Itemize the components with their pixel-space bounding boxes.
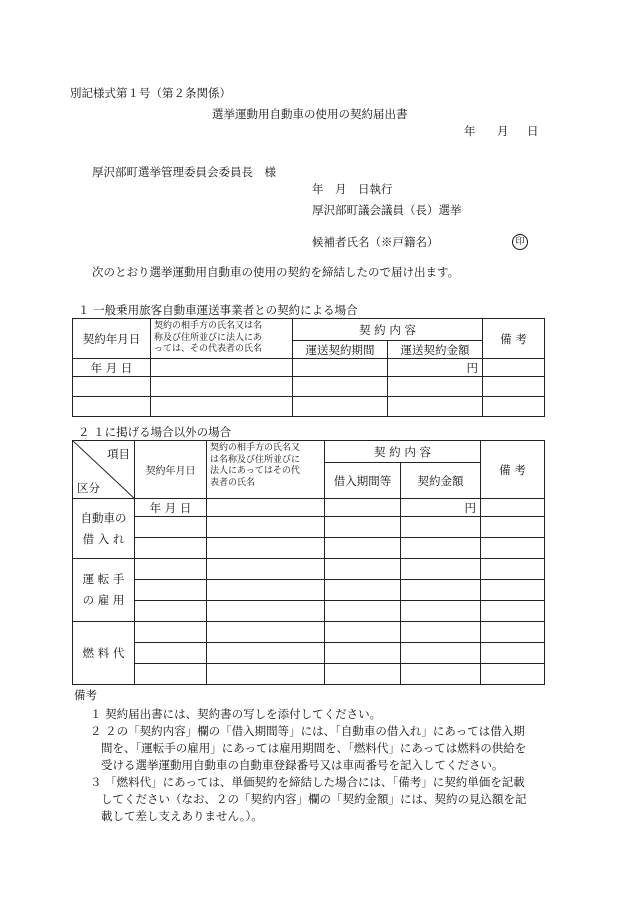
s2-cell[interactable]	[135, 517, 207, 538]
note-2-line1: ２ ２の「契約内容」欄の「借入期間等」には、「自動車の借入れ」にあっては借入期	[90, 724, 525, 738]
s2-cell[interactable]	[481, 580, 545, 601]
s2-cell[interactable]	[401, 559, 481, 580]
s2-cell[interactable]	[325, 622, 401, 643]
s2-cell[interactable]	[207, 538, 325, 559]
s1-row-date[interactable]: 年 月 日	[73, 359, 151, 377]
table-row	[73, 643, 545, 664]
s2-cell[interactable]	[481, 538, 545, 559]
table-row	[73, 359, 545, 377]
note-2-line3: 受ける選挙運動用自動車の自動車登録番号又は車両番号を記入してください。	[101, 758, 504, 772]
s2-cell[interactable]	[207, 622, 325, 643]
note-1: １ 契約届出書には、契約書の写しを添付してください。	[90, 707, 382, 721]
table-row	[73, 601, 545, 622]
s1-col-remarks: 備 考	[483, 319, 545, 359]
election-name: 厚沢部町議会議員（長）選挙	[312, 203, 462, 217]
s2-cell[interactable]	[325, 559, 401, 580]
table-row	[73, 664, 545, 685]
s2-col-party: 契約の相手方の氏名又 は名称及び住所並びに 法人にあってはその代 表者の氏名	[207, 441, 325, 499]
document-title: 選挙運動用自動車の使用の契約届出書	[212, 107, 408, 121]
s2-cell[interactable]	[401, 580, 481, 601]
s1-cell[interactable]	[73, 377, 151, 397]
s1-cell[interactable]	[73, 397, 151, 417]
s2-cell[interactable]	[401, 538, 481, 559]
s2-category-fuel: 燃 料 代	[73, 622, 135, 685]
s2-col-amount: 契約金額	[401, 463, 481, 499]
s1-col-period: 運送契約期間	[293, 341, 388, 359]
s2-cell[interactable]	[135, 664, 207, 685]
s1-row-yen[interactable]: 円	[388, 359, 483, 377]
s2-cell[interactable]	[481, 499, 545, 517]
notes-heading: 備考	[74, 688, 97, 702]
s2-col-period: 借入期間等	[325, 463, 401, 499]
s1-cell[interactable]	[388, 397, 483, 417]
seal-mark: 印	[512, 234, 528, 250]
s2-row-yen[interactable]: 円	[401, 499, 481, 517]
s2-cell[interactable]	[207, 580, 325, 601]
s1-cell[interactable]	[293, 397, 388, 417]
section2-table	[72, 440, 545, 685]
s2-cell[interactable]	[207, 643, 325, 664]
form-number: 別記様式第１号（第２条関係）	[70, 86, 231, 100]
s2-cell[interactable]	[135, 622, 207, 643]
table-row	[73, 538, 545, 559]
s2-cell[interactable]	[135, 538, 207, 559]
table-row	[73, 377, 545, 397]
table-row	[73, 559, 545, 580]
s1-cell[interactable]	[293, 377, 388, 397]
s2-cell[interactable]	[135, 580, 207, 601]
table-row	[73, 517, 545, 538]
s1-cell[interactable]	[483, 359, 545, 377]
s2-cell[interactable]	[481, 664, 545, 685]
s2-cell[interactable]	[481, 643, 545, 664]
s2-cell[interactable]	[135, 601, 207, 622]
s2-category-vehicle: 自動車の 借 入 れ	[73, 499, 135, 559]
date-year-label: 年	[464, 124, 476, 138]
s2-cell[interactable]	[207, 601, 325, 622]
s2-cell[interactable]	[207, 664, 325, 685]
s2-cell[interactable]	[325, 664, 401, 685]
table-row	[73, 397, 545, 417]
s2-cell[interactable]	[325, 601, 401, 622]
s1-cell[interactable]	[151, 377, 293, 397]
s2-row-date[interactable]: 年 月 日	[135, 499, 207, 517]
s2-cell[interactable]	[401, 601, 481, 622]
s2-cell[interactable]	[325, 643, 401, 664]
s2-col-item: 項目	[107, 447, 130, 461]
s1-cell[interactable]	[388, 377, 483, 397]
s1-cell[interactable]	[151, 397, 293, 417]
s1-col-amount: 運送契約金額	[388, 341, 483, 359]
s2-cell[interactable]	[207, 559, 325, 580]
section1-heading: １ 一般乗用旅客自動車運送事業者との契約による場合	[78, 303, 358, 317]
s1-cell[interactable]	[483, 397, 545, 417]
s2-cell[interactable]	[135, 643, 207, 664]
s2-cell[interactable]	[135, 559, 207, 580]
intro-text: 次のとおり選挙運動用自動車の使用の契約を締結したので届け出ます。	[92, 265, 460, 279]
candidate-name-label: 候補者氏名（※戸籍名）	[312, 235, 439, 249]
s2-cell[interactable]	[401, 517, 481, 538]
s2-cell[interactable]	[401, 622, 481, 643]
s2-cell[interactable]	[325, 517, 401, 538]
note-2-line2: 間を、「運転手の雇用」にあっては雇用期間を、「燃料代」にあっては燃料の供給を	[101, 741, 527, 755]
section2-heading: ２ １に掲げる場合以外の場合	[78, 425, 232, 439]
s2-cell[interactable]	[481, 559, 545, 580]
s2-cell[interactable]	[207, 499, 325, 517]
table-row	[73, 499, 545, 517]
date-day-label: 日	[527, 124, 539, 138]
s1-cell[interactable]	[483, 377, 545, 397]
note-3-line1: ３ 「燃料代」にあっては、単価契約を締結した場合には、「備考」に契約単価を記載	[90, 775, 525, 789]
note-3-line2: してください（なお、２の「契約内容」欄の「契約金額」には、契約の見込額を記	[101, 792, 527, 806]
s2-cell[interactable]	[481, 622, 545, 643]
s1-col-date: 契約年月日	[73, 319, 151, 359]
s1-col-contract: 契 約 内 容	[293, 319, 483, 341]
note-3-line3: 載して差し支えありません。）。	[101, 809, 263, 823]
s2-cell[interactable]	[401, 664, 481, 685]
s2-col-category: 区分	[77, 481, 100, 495]
s2-cell[interactable]	[325, 499, 401, 517]
s2-col-date: 契約年月日	[135, 441, 207, 499]
s2-cell[interactable]	[481, 517, 545, 538]
s2-col-contract: 契 約 内 容	[325, 441, 481, 463]
execution-date: 年 月 日執行	[312, 182, 393, 196]
date-month-label: 月	[497, 124, 509, 138]
s2-cell[interactable]	[481, 601, 545, 622]
s2-item-category-header	[73, 441, 135, 499]
table-row	[73, 580, 545, 601]
s1-col-party: 契約の相手方の氏名又は名 称及び住所並びに法人にあ っては、その代表者の氏名	[151, 319, 293, 359]
s2-cell[interactable]	[325, 538, 401, 559]
section1-table	[72, 318, 545, 417]
addressee: 厚沢部町選挙管理委員会委員長 様	[92, 165, 276, 179]
s2-category-driver: 運 転 手 の 雇 用	[73, 559, 135, 622]
s2-col-remarks: 備 考	[481, 441, 545, 499]
s1-cell[interactable]	[151, 359, 293, 377]
s1-cell[interactable]	[293, 359, 388, 377]
s2-cell[interactable]	[207, 517, 325, 538]
s2-cell[interactable]	[325, 580, 401, 601]
s2-cell[interactable]	[401, 643, 481, 664]
table-row	[73, 622, 545, 643]
